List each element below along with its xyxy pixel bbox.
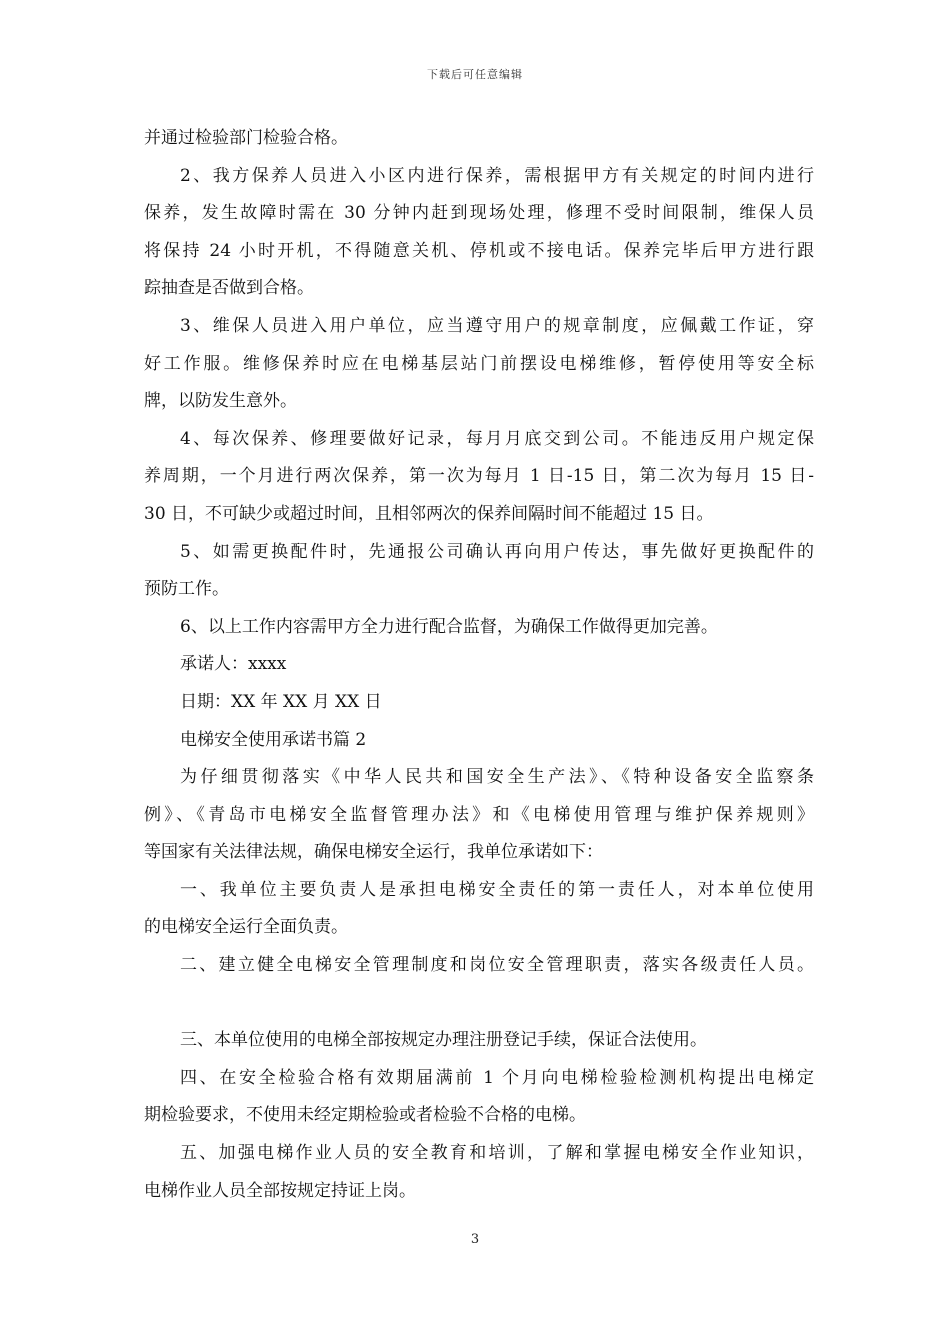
paragraph-line: 牌，以防发生意外。	[144, 391, 297, 412]
paragraph-line: 五、加强电梯作业人员的安全教育和培训，了解和掌握电梯安全作业知识，	[180, 1143, 814, 1164]
section-title: 电梯安全使用承诺书篇 2	[180, 729, 367, 750]
paragraph-line: 保养，发生故障时需在 30 分钟内赶到现场处理，修理不受时间限制，维保人员	[144, 203, 814, 224]
paragraph-line: 预防工作。	[144, 579, 229, 600]
paragraph-line: 三、本单位使用的电梯全部按规定办理注册登记手续，保证合法使用。	[180, 1030, 707, 1051]
paragraph-line: 例》、《青岛市电梯安全监督管理办法》和《电梯使用管理与维护保养规则》	[144, 804, 814, 825]
paragraph-line: 为仔细贯彻落实《中华人民共和国安全生产法》、《特种设备安全监察条	[180, 767, 814, 788]
document-body	[144, 120, 814, 1210]
signatory-line: 承诺人：xxxx	[180, 654, 287, 675]
date-line: 日期：XX 年 XX 月 XX 日	[180, 691, 382, 712]
page-number: 3	[470, 1232, 480, 1247]
paragraph-line: 期检验要求，不使用未经定期检验或者检验不合格的电梯。	[144, 1105, 586, 1126]
paragraph-line: 电梯作业人员全部按规定持证上岗。	[144, 1180, 416, 1201]
paragraph-line: 30 日，不可缺少或超过时间，且相邻两次的保养间隔时间不能超过 15 日。	[144, 503, 714, 524]
blank-line	[144, 985, 814, 1023]
paragraph-line: 2、我方保养人员进入小区内进行保养，需根据甲方有关规定的时间内进行	[180, 165, 814, 186]
paragraph-line: 5、如需更换配件时，先通报公司确认再向用户传达，事先做好更换配件的	[180, 541, 814, 562]
paragraph-line: 养周期，一个月进行两次保养，第一次为每月 1 日-15 日，第二次为每月 15 日-	[144, 466, 814, 487]
paragraph-line: 好工作服。维修保养时应在电梯基层站门前摆设电梯维修，暂停使用等安全标	[144, 353, 814, 374]
paragraph-line: 3、维保人员进入用户单位，应当遵守用户的规章制度，应佩戴工作证，穿	[180, 315, 814, 336]
page-header: 下载后可任意编辑	[427, 68, 523, 81]
paragraph-line: 将保持 24 小时开机，不得随意关机、停机或不接电话。保养完毕后甲方进行跟	[144, 240, 814, 261]
paragraph-line: 6、以上工作内容需甲方全力进行配合监督，为确保工作做得更加完善。	[180, 616, 718, 637]
paragraph-line: 踪抽查是否做到合格。	[144, 278, 314, 299]
paragraph-line: 一、我单位主要负责人是承担电梯安全责任的第一责任人，对本单位使用	[180, 879, 814, 900]
paragraph-line: 等国家有关法律法规，确保电梯安全运行，我单位承诺如下：	[144, 842, 603, 863]
paragraph-line: 四、在安全检验合格有效期届满前 1 个月向电梯检验检测机构提出电梯定	[180, 1067, 814, 1088]
paragraph-line: 二、建立健全电梯安全管理制度和岗位安全管理职责，落实各级责任人员。	[180, 955, 814, 976]
paragraph-line: 4、每次保养、修理要做好记录，每月月底交到公司。不能违反用户规定保	[180, 428, 814, 449]
paragraph-line: 并通过检验部门检验合格。	[144, 128, 348, 148]
paragraph-line: 的电梯安全运行全面负责。	[144, 917, 348, 938]
